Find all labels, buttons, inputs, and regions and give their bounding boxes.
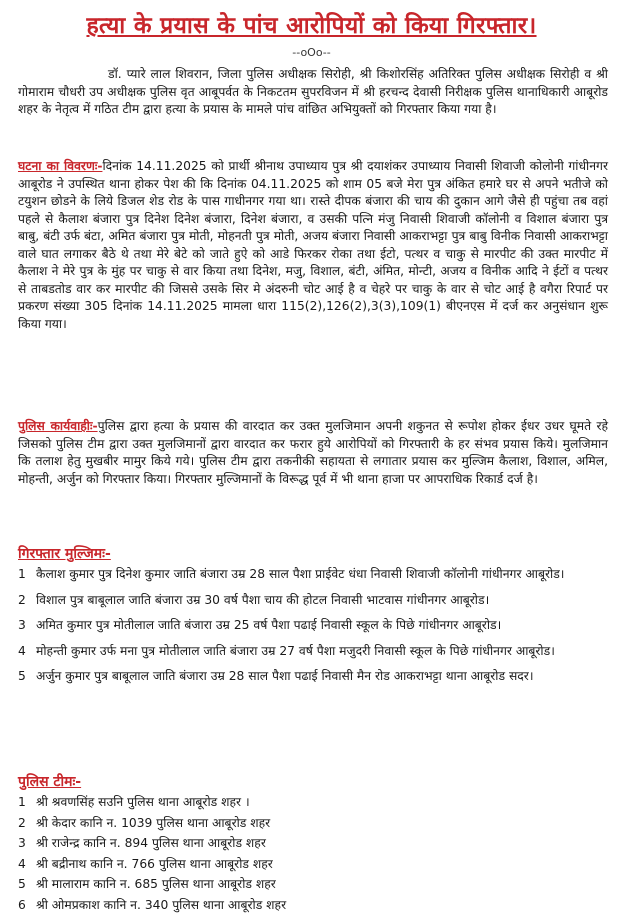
item-number: 1 bbox=[18, 795, 26, 809]
list-item bbox=[18, 592, 608, 610]
item-number: 4 bbox=[18, 643, 26, 658]
list-item bbox=[18, 876, 608, 894]
list-item bbox=[18, 856, 608, 874]
item-number: 6 bbox=[18, 897, 26, 912]
list-item bbox=[18, 835, 608, 853]
team-list bbox=[18, 794, 608, 917]
list-item bbox=[18, 815, 608, 833]
action-text: पुलिस द्वारा हत्या के प्रयास की वारदात कर उक्त मुलजिमान अपनी शकुनत से रूपोश होकर ईधर उधर घूमते रहे जिसको पुलिस टीम द्वारा उक्त मुलजिमानों द्वारा वारदात कर फरार हुये आरोपियों को गिरफ्तारी के हर संभव प्रयास किये। मुलजिमान कि तलाश हेतु मुखबीर मामुर किये गये। पुलिस टीम द्वारा तकनीकी सहायता से लगातार प्रयास कर मुल्जिम कैलाश, विशाल, अमिल, मोहन्ती, अर्जुन को गिरफ्तार किया। गिरफ्तार मुल्जिमानों के विरूद्ध पूर्व में भी थाना हाजा पर आपराधिक रिकार्ड दर्ज है। bbox=[18, 419, 608, 486]
incident-heading: घटना का विवरणः- bbox=[18, 159, 103, 173]
item-number: 3 bbox=[18, 836, 26, 850]
item-text: श्री ओमप्रकाश कानि न. 340 पुलिस थाना आबूरोड शहर bbox=[36, 897, 287, 912]
item-number: 2 bbox=[18, 815, 26, 830]
list-item bbox=[18, 794, 608, 812]
intro-paragraph: डॉ. प्यारे लाल शिवरान, जिला पुलिस अधीक्षक सिरोही, श्री किशोरसिंह अतिरिक्त पुलिस अधीक्षक सिरोही व श्री गोमाराम चौधरी उप अधीक्षक पुलिस वृत आबूपर्वत के निकटतम सुपरविजन में श्री हरचन्द देवासी निरीक्षक पुलिस थानाधिकारी आबूरोड शहर के नेतृत्व में गठित टीम द्वारा हत्या के प्रयास के मामले पांच वांछित अभियुक्तों को गिरफ्तार किया गया है। bbox=[18, 67, 608, 116]
item-number: 1 bbox=[18, 567, 26, 581]
arrested-list bbox=[18, 566, 608, 694]
arrested-heading: गिरफ्तार मुल्जिमः- bbox=[18, 546, 111, 562]
list-item bbox=[18, 668, 608, 686]
team-heading: पुलिस टीमः- bbox=[18, 774, 82, 790]
action-heading: पुलिस कार्यवाहीः- bbox=[18, 419, 98, 433]
item-text: श्री केदार कानि न. 1039 पुलिस थाना आबूरोड शहर bbox=[36, 815, 271, 830]
list-item bbox=[18, 897, 608, 915]
item-text: श्री मालाराम कानि न. 685 पुलिस थाना आबूरोड शहर bbox=[36, 877, 276, 891]
item-text: श्री श्रवणसिंह सउनि पुलिस थाना आबूरोड शहर । bbox=[36, 795, 250, 809]
item-number: 2 bbox=[18, 592, 26, 607]
list-item bbox=[18, 566, 608, 584]
title-separator: --oOo-- bbox=[292, 46, 331, 59]
item-text: मोहन्ती कुमार उर्फ मना पुत्र मोतीलाल जाति बंजारा उम्र 27 वर्ष पैशा मजुदरी निवासी स्कूल के पिछे गांधीनगर आबूरोड। bbox=[36, 643, 555, 658]
list-item bbox=[18, 643, 608, 661]
item-number: 3 bbox=[18, 618, 26, 632]
page-title: हत्या के प्रयास के पांच आरोपियों को किया गिरफ्तार। bbox=[86, 12, 537, 39]
list-item bbox=[18, 617, 608, 635]
item-number: 5 bbox=[18, 877, 26, 891]
action-paragraph bbox=[18, 418, 608, 488]
incident-paragraph bbox=[18, 158, 608, 333]
item-text: कैलाश कुमार पुत्र दिनेश कुमार जाति बंजारा उम्र 28 साल पैशा प्राईवेट धंधा निवासी शिवाजी कॉलोनी गांधीनगर आबूरोड। bbox=[36, 567, 565, 581]
item-number: 5 bbox=[18, 669, 26, 683]
item-text: अर्जुन कुमार पुत्र बाबूलाल जाति बंजारा उम्र 28 साल पैशा पढाई निवासी मैन रोड आकराभट्टा थाना आबूरोड सदर। bbox=[36, 669, 534, 683]
item-text: श्री राजेन्द्र कानि न. 894 पुलिस थाना आबूरोड शहर bbox=[36, 836, 266, 850]
item-number: 4 bbox=[18, 856, 26, 871]
incident-text: दिनांक 14.11.2025 को प्रार्थी श्रीनाथ उपाध्याय पुत्र श्री दयाशंकर उपाध्याय निवासी शिवाजी कोलोनी गांधीनगर आबूरोड ने उपस्थित थाना होकर पेश की कि दिनांक 04.11.2025 को शाम 05 बजे मेरा पुत्र अंकित हमारे घर से अपने भतीजे को टयुशन छोडने के लिये डिजल शेड रोड के पास गाधीनगर गया था। रास्ते दीपक बंजारा की चाय की दुकान आगे जैसे ही पहुंचा तब वहां पहले से कैलाश बंजारा पुत्र दिनेश दिनेश बंजारा, दिनेश बंजारा, व उसकी पत्नि मंजु निवासी शिवाजी कॉलोनी व विशाल बंजारा पुत्र बाबु, बंटी उर्फ बंटा, अमित बंजारा पुत्र मोती, मोहनती पुत्र मोती, अजय बंजारा निवासी आकराभट्टा पुत्र बाबु विनीक निवासी आकराभट्टा वाले घात लगाकर बैठे थे तथा मेरे बेटे को जाते हुऐ को आडे फिरकर रोका तथा ईटो, पत्थर व चाकु से मारपीट की उक्त मारपीट में कैलाश ने मेरे पुत्र के मुंह पर चाकु से वार किया तथा दिनेश, मजु, विशाल, बंटी, अंमित, मोन्टी, अजय व विनीक आदि ने ईटों व पत्थर से ताबडतोड वार कर मारपीट की जिससे उसके सिर मे अंदरुनी चोट आई है व चेहरे पर चाकु के वार से चोट आई है वगैरा रिपार्ट पर प्रकरण संख्या 305 दिनांक 14.11.2025 मामला धारा 115(2),126(2),3(3),109(1) बीएनएस में दर्ज कर अनुसंधान शुरू किया गया। bbox=[18, 159, 608, 331]
item-text: अमित कुमार पुत्र मोतीलाल जाति बंजारा उम्र 25 वर्ष पैशा पढाई निवासी स्कूल के पिछे गांधीनगर आबूरोड। bbox=[36, 618, 502, 632]
item-text: विशाल पुत्र बाबूलाल जाति बंजारा उम्र 30 वर्ष पैशा चाय की होटल निवासी भाटवास गांधीनगर आबूरोड। bbox=[36, 592, 490, 607]
item-text: श्री बद्रीनाथ कानि न. 766 पुलिस थाना आबूरोड शहर bbox=[36, 856, 273, 871]
